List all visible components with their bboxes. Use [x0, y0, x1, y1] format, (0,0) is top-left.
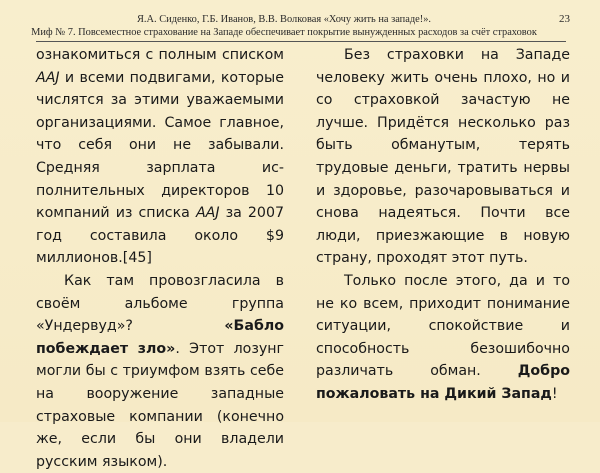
text-run: Только после этого, да и то не ко всем, приходит понимание ситуации, спокойствие и способность безошибочно различать обман. [316, 272, 570, 380]
right-paragraph-2 [316, 270, 570, 406]
text-run: за 2007 год составила около $9 миллионов.[45] [36, 205, 284, 267]
aaj-abbreviation: AAJ [36, 69, 60, 86]
slogan-quote: «Бабло побеждает зло» [36, 318, 284, 357]
header-authors-title: Я.А. Сиденко, Г.Б. Иванов, В.В. Волковая «Хочу жить на западе!». [136, 14, 431, 25]
text-run: ознакомиться с полным списком [36, 47, 284, 63]
left-column [36, 44, 284, 473]
page-number: 23 [559, 13, 570, 25]
header-chapter-title: Миф № 7. Повсеместное страхование на Западе обеспечивает покрытие вынужденных расходов за счёт страховок [31, 27, 537, 38]
right-column [316, 44, 570, 406]
aaj-abbreviation: AAJ [195, 205, 220, 222]
text-run: Как там провозгласила в своём альбоме группа «Ундервуд»? [36, 272, 284, 335]
left-paragraph-1 [36, 44, 284, 270]
running-header [14, 13, 554, 39]
right-paragraph-1: Без страховки на Западе человеку жить очень плохо, но и со страховкой зачастую не лучше. Придётся несколько раз быть обманутым, терять трудовые деньги, тратить нервы и здоровье, разочаровываться и снова надеяться. Почти все люди, приезжающие в новую страну, проходят этот путь. [316, 47, 570, 267]
closing-phrase: Добро пожаловать на Дикий Запад [316, 363, 570, 402]
header-divider [36, 41, 566, 42]
text-run: и всеми подвигами, которые числятся за этими уважаемыми организациями. Самое главное, что себя они не забывали. Средняя зарплата исполнительных директоров 10 компаний из списка [36, 69, 284, 222]
text-run: . Этот лозунг могли бы с триумфом взять себе на вооружение западные страховые компании (конечно же, если бы они владели русским языком). [36, 340, 284, 470]
left-paragraph-2 [36, 270, 284, 473]
text-run: ! [551, 385, 558, 402]
